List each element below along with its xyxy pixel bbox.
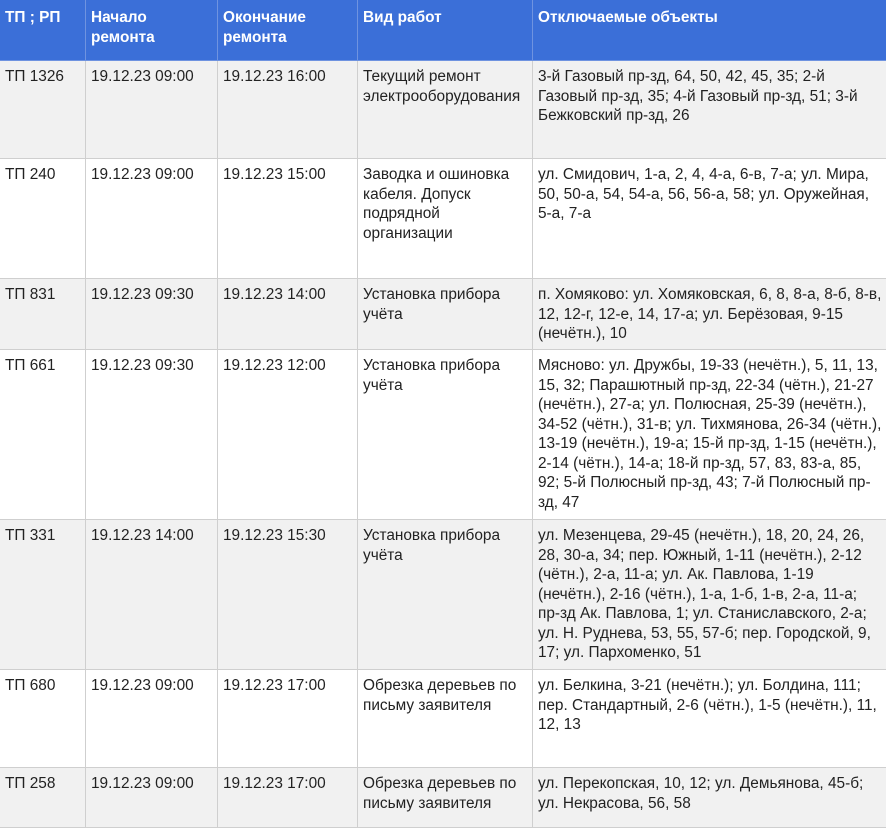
cell-work: Заводка и ошиновка кабеля. Допуск подрядной организации: [358, 159, 533, 279]
table-header-row: [0, 0, 886, 61]
cell-objects: ул. Перекопская, 10, 12; ул. Демьянова, 45-б; ул. Некрасова, 56, 58: [533, 768, 886, 828]
cell-end: 19.12.23 17:00: [218, 768, 358, 828]
cell-end: 19.12.23 14:00: [218, 279, 358, 350]
header-end: Окончание ремонта: [218, 0, 358, 61]
cell-end: 19.12.23 16:00: [218, 61, 358, 159]
header-tp: ТП ; РП: [0, 0, 86, 61]
header-start: Начало ремонта: [86, 0, 218, 61]
table-row: [0, 350, 886, 520]
cell-start: 19.12.23 14:00: [86, 520, 218, 670]
table-row: [0, 520, 886, 670]
table-row: [0, 159, 886, 279]
cell-objects: ул. Мезенцева, 29-45 (нечётн.), 18, 20, 24, 26, 28, 30-а, 34; пер. Южный, 1-11 (нечётн.), 2-12 (чётн.), 2-а, 11-а; ул. Ак. Павлова, 1-19 (нечётн.), 2-16 (чётн.), 1-а, 1-б, 1-в, 2-а, 11-а; пр-зд Ак. Павлова, 1; ул. Станиславского, 2-а; ул. Н. Руднева, 53, 55, 57-б; пер. Городской, 9, 17; ул. Пархоменко, 51: [533, 520, 886, 670]
table-row: [0, 279, 886, 350]
cell-objects: п. Хомяково: ул. Хомяковская, 6, 8, 8-а, 8-б, 8-в, 12, 12-г, 12-е, 14, 17-а; ул. Берёзовая, 9-15 (нечётн.), 10: [533, 279, 886, 350]
cell-tp: ТП 680: [0, 670, 86, 768]
cell-end: 19.12.23 12:00: [218, 350, 358, 520]
table-row: [0, 61, 886, 159]
cell-start: 19.12.23 09:30: [86, 350, 218, 520]
cell-work: Обрезка деревьев по письму заявителя: [358, 670, 533, 768]
cell-start: 19.12.23 09:00: [86, 159, 218, 279]
cell-work: Обрезка деревьев по письму заявителя: [358, 768, 533, 828]
cell-tp: ТП 831: [0, 279, 86, 350]
cell-objects: ул. Смидович, 1-а, 2, 4, 4-а, 6-в, 7-а; ул. Мира, 50, 50-а, 54, 54-а, 56, 56-а, 58; ул. Оружейная, 5-а, 7-а: [533, 159, 886, 279]
cell-tp: ТП 240: [0, 159, 86, 279]
cell-work: Текущий ремонт электрооборудования: [358, 61, 533, 159]
cell-start: 19.12.23 09:00: [86, 670, 218, 768]
cell-objects: 3-й Газовый пр-зд, 64, 50, 42, 45, 35; 2-й Газовый пр-зд, 35; 4-й Газовый пр-зд, 51; 3-й Бежковский пр-зд, 26: [533, 61, 886, 159]
cell-tp: ТП 1326: [0, 61, 86, 159]
cell-tp: ТП 258: [0, 768, 86, 828]
header-work-type: Вид работ: [358, 0, 533, 61]
cell-tp: ТП 661: [0, 350, 86, 520]
cell-objects: ул. Белкина, 3-21 (нечётн.); ул. Болдина, 111; пер. Стандартный, 2-6 (чётн.), 1-5 (нечётн.), 11, 12, 13: [533, 670, 886, 768]
cell-start: 19.12.23 09:00: [86, 768, 218, 828]
cell-end: 19.12.23 15:00: [218, 159, 358, 279]
cell-tp: ТП 331: [0, 520, 86, 670]
cell-end: 19.12.23 15:30: [218, 520, 358, 670]
table-row: [0, 670, 886, 768]
header-objects: Отключаемые объекты: [533, 0, 886, 61]
cell-objects: Мясново: ул. Дружбы, 19-33 (нечётн.), 5, 11, 13, 15, 32; Парашютный пр-зд, 22-34 (чётн.), 21-27 (нечётн.), 27-а; ул. Полюсная, 25-39 (нечётн.), 34-52 (чётн.), 31-в; ул. Тихмянова, 26-34 (чётн.), 13-19 (нечётн.), 19-а; 15-й пр-зд, 1-15 (нечётн.), 2-14 (чётн.), 14-а; 18-й пр-зд, 57, 83, 83-а, 85, 92; 5-й Полюсный пр-зд, 43; 7-й Полюсный пр-зд, 47: [533, 350, 886, 520]
cell-end: 19.12.23 17:00: [218, 670, 358, 768]
table-row: [0, 768, 886, 828]
cell-start: 19.12.23 09:30: [86, 279, 218, 350]
cell-work: Установка прибора учёта: [358, 279, 533, 350]
cell-work: Установка прибора учёта: [358, 350, 533, 520]
cell-work: Установка прибора учёта: [358, 520, 533, 670]
cell-start: 19.12.23 09:00: [86, 61, 218, 159]
